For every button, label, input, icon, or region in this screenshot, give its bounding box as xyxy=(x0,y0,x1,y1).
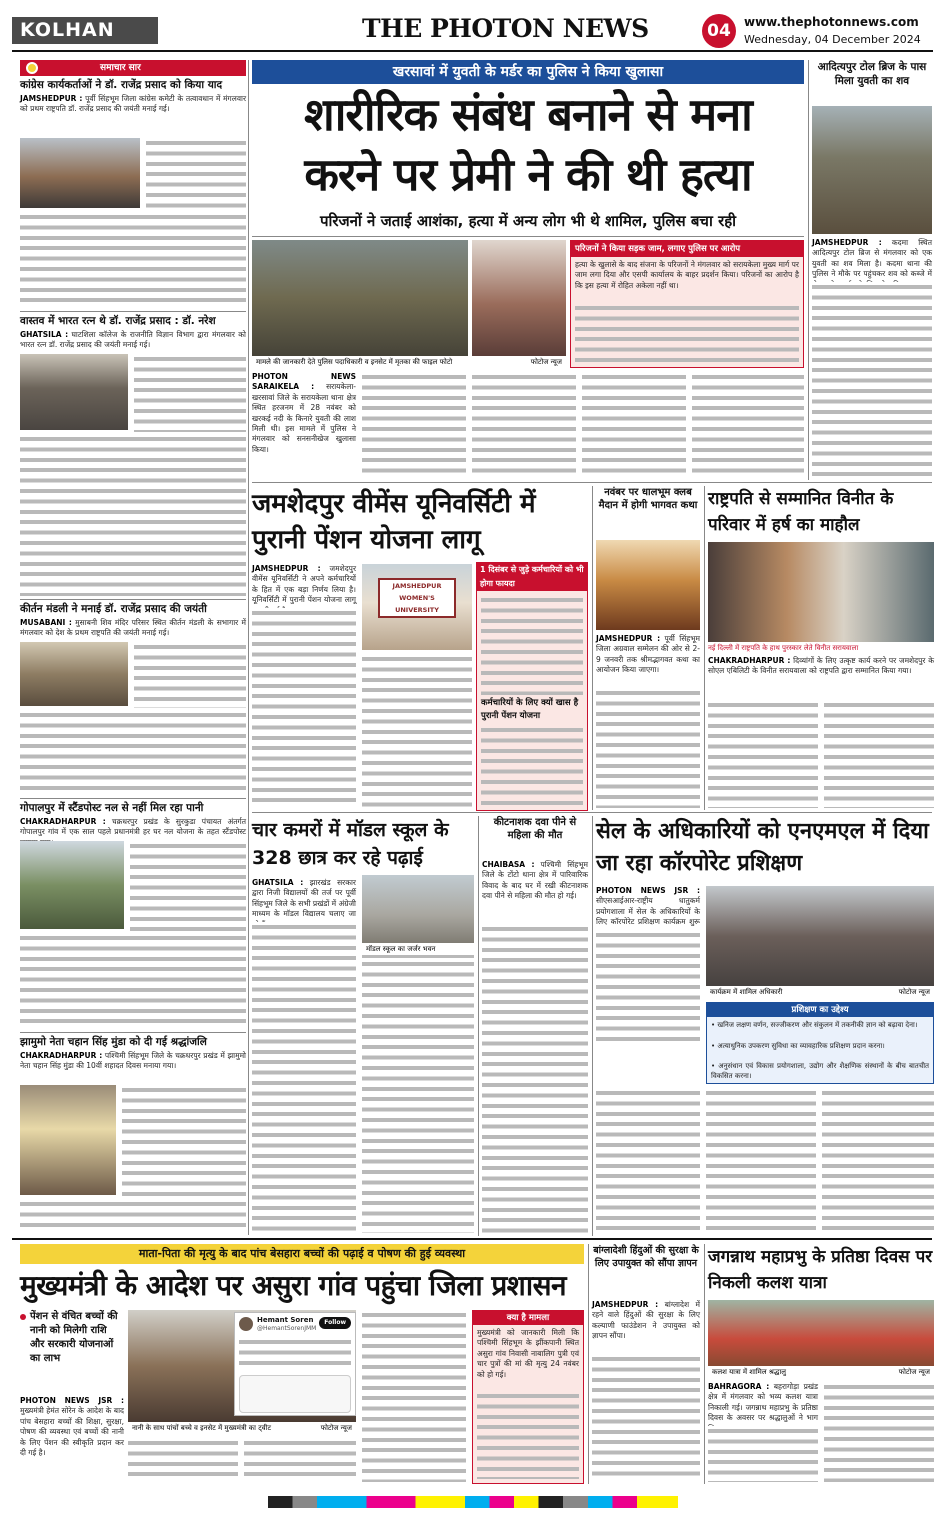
bangladesh-story xyxy=(592,1244,700,1484)
brief-1-photo xyxy=(20,138,140,208)
asura-kicker: माता-पिता की मृत्यु के बाद पांच बेसहारा बच्चों की पढ़ाई व पोषण की हुई व्यवस्था xyxy=(20,1244,584,1264)
jwu-headline: जमशेदपुर वीमेंस यूनिवर्सिटी में पुरानी पेंशन योजना लागू xyxy=(252,489,536,555)
pesticide-body: CHAIBASA : पश्चिमी सिंहभूम जिले के टोंटो थाना क्षेत्र में पारिवारिक विवाद के बाद घर में रखी कीटनाशक दवा पीने से महिला की मौत हो गई। xyxy=(482,860,588,901)
sail-photo xyxy=(706,886,934,998)
jwu-sidebar-box xyxy=(476,562,588,811)
lead-photo-police xyxy=(252,240,468,368)
model-school-body: GHATSILA : झारखंड सरकार द्वारा निजी विद्यालयों की तर्ज पर पूर्वी सिंहभूम जिले के सभी प्रखंडों में अंग्रेजी माध्यम के मॉडल विद्यालय चलाए जा xyxy=(252,878,357,919)
president-body: CHAKRADHARPUR : दिव्यांगों के लिए उत्कृष्ट कार्य करने पर जमशेदपुर के सोएल एबिलिटी के विनीत सरायवाला को राष्ट्रपति द्वारा सम्मानित किया गया। xyxy=(708,656,934,676)
brief-3-lead: MUSABANI : मुसाबनी शिव मंदिर परिसर स्थित कीर्तन मंडली के सभागार में मंगलवार को देश के प्रथम राष्ट्रपति की जयंती मनाई गई। xyxy=(20,618,246,638)
asura-tweet[interactable] xyxy=(234,1312,356,1416)
sail-caption: कार्यक्रम में शामिल अधिकारी फोटोज न्यूज xyxy=(706,986,934,998)
lead-red-bar: परिजनों ने किया सड़क जाम, लगाए पुलिस पर आरोप xyxy=(571,241,803,257)
issue-date: Wednesday, 04 December 2024 xyxy=(744,33,921,46)
katha-headline: नवंबर पर धालभूम क्लब मैदान में होगी भागवत कथा xyxy=(598,487,698,511)
toll-bridge-story xyxy=(812,60,932,480)
jwu-box-title: 1 दिसंबर से जुड़े कर्मचारियों को भी होगा फायदा xyxy=(477,563,587,591)
jwu-box-mid: कर्मचारियों के लिए क्यों खास है पुरानी पेंशन योजना xyxy=(481,698,579,721)
brief-2-title: वास्तव में भारत रत्न थे डॉ. राजेंद्र प्रसाद : डॉ. नरेश xyxy=(20,315,216,327)
jagannath-story xyxy=(708,1244,934,1484)
brief-3-photo xyxy=(20,642,128,706)
brief-2-photo xyxy=(20,354,128,430)
brief-5-lead: CHAKRADHARPUR : पश्चिमी सिंहभूम जिले के चक्रधरपुर प्रखंड में झामुमो नेता चहान सिंह मुंडा की 10वीं शहादत दिवस मनाया गया। xyxy=(20,1051,246,1071)
page-number: 04 xyxy=(702,14,736,48)
asura-story xyxy=(20,1244,584,1484)
jwu-body: JAMSHEDPUR : जमशेदपुर वीमेंस यूनिवर्सिटी ने अपने कर्मचारियों के हित में एक बड़ा निर्णय लिया है। यूनिवर्सिटी में पुरानी पेंशन योजना लागू xyxy=(252,564,357,605)
asura-body: PHOTON NEWS JSR : मुख्यमंत्री हेमंत सोरेन के आदेश के बाद पांच बेसहारा बच्चों की शिक्षा, सुरक्षा, पोषण की व्यवस्था एवं बच्चों की नानी के लिए पेंशन की स्वीकृति प्रदान कर दी गई है। xyxy=(20,1396,124,1458)
brief-5-photo xyxy=(20,1085,116,1195)
news-brief-label: समाचार सार xyxy=(20,60,246,76)
model-school-caption: मॉडल स्कूल का जर्जर भवन xyxy=(362,943,474,955)
brief-logo-icon xyxy=(26,62,38,74)
sail-body: PHOTON NEWS JSR : सीएसआईआर-राष्ट्रीय धातुकर्म प्रयोगशाला में सेल के अधिकारियों के लिए कॉरपोरेट प्रशिक्षण कार्यक्रम शुरू xyxy=(596,886,700,927)
bangladesh-body: JAMSHEDPUR : बांग्लादेश में रहने वाले हिंदुओं की सुरक्षा के लिए कल्याणी फाउंडेशन ने उपायुक्त को ज्ञापन सौंपा। xyxy=(592,1300,700,1341)
katha-body: JAMSHEDPUR : पूर्वी सिंहभूम जिला अग्रवाल सम्मेलन की ओर से 2-9 जनवरी तक श्रीमद्भागवत कथा का आयोजन किया जाएगा। xyxy=(596,634,701,675)
jagannath-headline: जगन्नाथ महाप्रभु के प्रतिष्ठा दिवस पर निकली कलश यात्रा xyxy=(708,1247,933,1293)
lead-subhead: परिजनों ने जताई आशंका, हत्या में अन्य लोग भी थे शामिल, पुलिस बचा रही xyxy=(319,212,737,230)
brief-2-lead: GHATSILA : घाटशिला कॉलेज के राजनीति विज्ञान विभाग द्वारा मंगलवार को भारत रत्न डॉ. राजेंद्र प्रसाद की जयंती मनाई गई। xyxy=(20,330,246,350)
brief-5-title: झामुमो नेता चहान सिंह मुंडा को दी गई श्रद्धांजलि xyxy=(20,1036,207,1048)
asura-case-box xyxy=(472,1310,584,1484)
model-school-photo xyxy=(362,875,474,955)
president-story xyxy=(708,486,934,810)
toll-bridge-body: JAMSHEDPUR : कदमा स्थित आदित्यपुर टोल ब्रिज से मंगलवार को एक युवती का शव मिला है। कदमा थाना की पुलिस ने मौके पर पहुंचकर शव को कब्जे में xyxy=(812,238,932,279)
sail-credit: फोटोज न्यूज xyxy=(898,988,930,996)
president-headline: राष्ट्रपति से सम्मानित विनीत के परिवार में हर्ष का माहौल xyxy=(708,489,894,535)
president-caption: नई दिल्ली में राष्ट्रपति के हाथ पुरस्कार लेते विनीत सरायवाला xyxy=(708,644,859,652)
edition-label: KOLHAN xyxy=(12,17,158,44)
jwu-sign: JAMSHEDPUR WOMEN'S UNIVERSITY xyxy=(378,578,456,618)
model-school-photo-block xyxy=(362,875,474,1235)
tweet-name: Hemant Soren xyxy=(257,1316,314,1324)
pesticide-story xyxy=(482,816,588,1236)
tweet-avatar-icon xyxy=(239,1317,253,1331)
asura-caption: नानी के साथ पांचों बच्चे व इनसेट में मुख्यमंत्री का ट्वीट फोटोज न्यूज xyxy=(128,1422,356,1434)
president-photo xyxy=(708,542,934,642)
jwu-photo xyxy=(362,564,472,650)
lead-red-text: हत्या के खुलासे के बाद संजना के परिजनों ने मंगलवार को सरायकेला मुख्य मार्ग पर जाम लगा दिया और एसपी कार्यालय के बाहर प्रदर्शन किया। परिजनों का आरोप है कि इस हत्या में रोहित अकेला नहीं था। xyxy=(575,260,799,290)
toll-bridge-title: आदित्यपुर टोल ब्रिज के पास मिला युवती का शव xyxy=(817,61,927,87)
sail-story xyxy=(596,816,934,1236)
lead-photo-caption: मामले की जानकारी देते पुलिस पदाधिकारी व इनसेट में मृतका की फाइल फोटो xyxy=(252,356,468,368)
katha-story xyxy=(596,486,700,810)
lead-story xyxy=(252,60,804,480)
lead-photo-victim xyxy=(472,240,566,368)
asura-box-text: मुख्यमंत्री को जानकारी मिली कि पश्चिमी सिंहभूम के झींकपानी स्थित असुरा गांव निवासी नाबालिग पुत्री एवं चार पुत्रों की मां की मृत्यु 24 नवंबर को हो गई। xyxy=(477,1328,579,1379)
lead-kicker: खरसावां में युवती के मर्डर का पुलिस ने किया खुलासा xyxy=(252,60,804,84)
brief-1-lead: JAMSHEDPUR : पूर्वी सिंहभूम जिला कांग्रेस कमेटी के तत्वावधान में मंगलवार को प्रथम राष्ट्रपति डॉ. राजेंद्र प्रसाद की जयंती मनाई गई। xyxy=(20,94,247,114)
lead-photo-credit: फोटोज न्यूज xyxy=(472,356,566,368)
asura-box-title: क्या है मामला xyxy=(473,1311,583,1325)
model-school-headline: चार कमरों में मॉडल स्कूल के 328 छात्र कर रहे पढ़ाई xyxy=(252,819,449,869)
sail-headline: सेल के अधिकारियों को एनएमएल में दिया जा रहा कॉरपोरेट प्रशिक्षण xyxy=(596,819,929,876)
sail-box-title: प्रशिक्षण का उद्देश्य xyxy=(707,1003,933,1017)
toll-bridge-photo xyxy=(812,106,932,234)
jagannath-credit: फोटोज न्यूज xyxy=(898,1368,930,1376)
lead-headline-line1: शारीरिक संबंध बनाने से मना xyxy=(304,88,752,141)
jagannath-caption: कलश यात्रा में शामिल श्रद्धालु फोटोज न्यूज xyxy=(708,1366,934,1378)
jagannath-body: BAHRAGORA : बहरागोड़ा प्रखंड क्षेत्र में मंगलवार को भव्य कलश यात्रा निकाली गई। जगन्नाथ महाप्रभु के प्रतिष्ठा दिवस के अवसर पर श्रद्धालुओं ने भाग xyxy=(708,1382,818,1423)
katha-photo xyxy=(596,540,700,630)
brief-1-title: कांग्रेस कार्यकर्ताओं ने डॉ. राजेंद्र प्रसाद को किया याद xyxy=(20,79,223,91)
asura-headline: मुख्यमंत्री के आदेश पर असुरा गांव पहुंचा जिला प्रशासन xyxy=(20,1269,567,1302)
sail-bullet-2: • अत्याधुनिक उपकरण सुविधा का व्यावहारिक प्रशिक्षण प्रदान करना। xyxy=(711,1042,885,1050)
lead-body: PHOTON NEWS SARAIKELA : सरायकेला-खरसावां जिले के सरायकेला थाना क्षेत्र स्थित हरजनम में 28 नवंबर को खरकई नदी के किनारे युवती की लाश मिली थी। इस मामले में पुलिस ने मंगलवार को सनसनीखेज खुलासा किया। xyxy=(252,372,356,454)
pesticide-headline: कीटनाशक दवा पीने से महिला की मौत xyxy=(493,817,577,841)
brief-4-lead: CHAKRADHARPUR : चक्रधरपुर प्रखंड के सुरकुडा पंचायत अंतर्गत गोपालपुर गांव में एक साल पहले प्रधानमंत्री हर घर नल योजना के तहत स्टैंडपोस्ट xyxy=(20,817,247,837)
jagannath-photo xyxy=(708,1300,934,1378)
brief-3-title: कीर्तन मंडली ने मनाई डॉ. राजेंद्र प्रसाद की जयंती xyxy=(20,603,207,615)
asura-credit: फोटोज न्यूज xyxy=(320,1424,352,1432)
lead-red-box xyxy=(570,240,804,368)
newspaper-logo: THE PHOTON NEWS xyxy=(362,14,649,43)
tweet-follow-button[interactable]: Follow xyxy=(319,1317,351,1329)
masthead xyxy=(0,0,945,54)
sail-bullet-1: • खनिज लक्षण वर्णन, सज्जीकरण और संकुलन में तकनीकी ज्ञान को बढ़ावा देना। xyxy=(711,1021,918,1029)
website-link[interactable]: www.thephotonnews.com xyxy=(744,15,919,29)
brief-4-photo xyxy=(20,841,124,929)
news-brief-column xyxy=(20,60,246,1235)
bangladesh-headline: बांग्लादेशी हिंदुओं की सुरक्षा के लिए उपायुक्त को सौंपा ज्ञापन xyxy=(593,1245,699,1269)
pullquote-bullet-icon xyxy=(20,1314,26,1320)
lead-headline-line2: करने पर प्रेमी ने की थी हत्या xyxy=(304,148,752,201)
sail-bullet-3: • अनुसंधान एवं विकास प्रयोगशाला, उद्योग और शैक्षणिक संस्थानों के बीच बातचीत विकसित करना। xyxy=(711,1062,929,1080)
print-registration-strip xyxy=(0,1494,945,1512)
sail-objectives-box xyxy=(706,1002,934,1084)
tweet-handle: @HemantSorenJMM xyxy=(257,1325,317,1332)
asura-pullquote: पेंशन से वंचित बच्चों की नानी को मिलेगी राशि और सरकारी योजनाओं का लाभ xyxy=(20,1310,124,1394)
brief-4-title: गोपालपुर में स्टैंडपोस्ट नल से नहीं मिल रहा पानी xyxy=(20,802,204,814)
